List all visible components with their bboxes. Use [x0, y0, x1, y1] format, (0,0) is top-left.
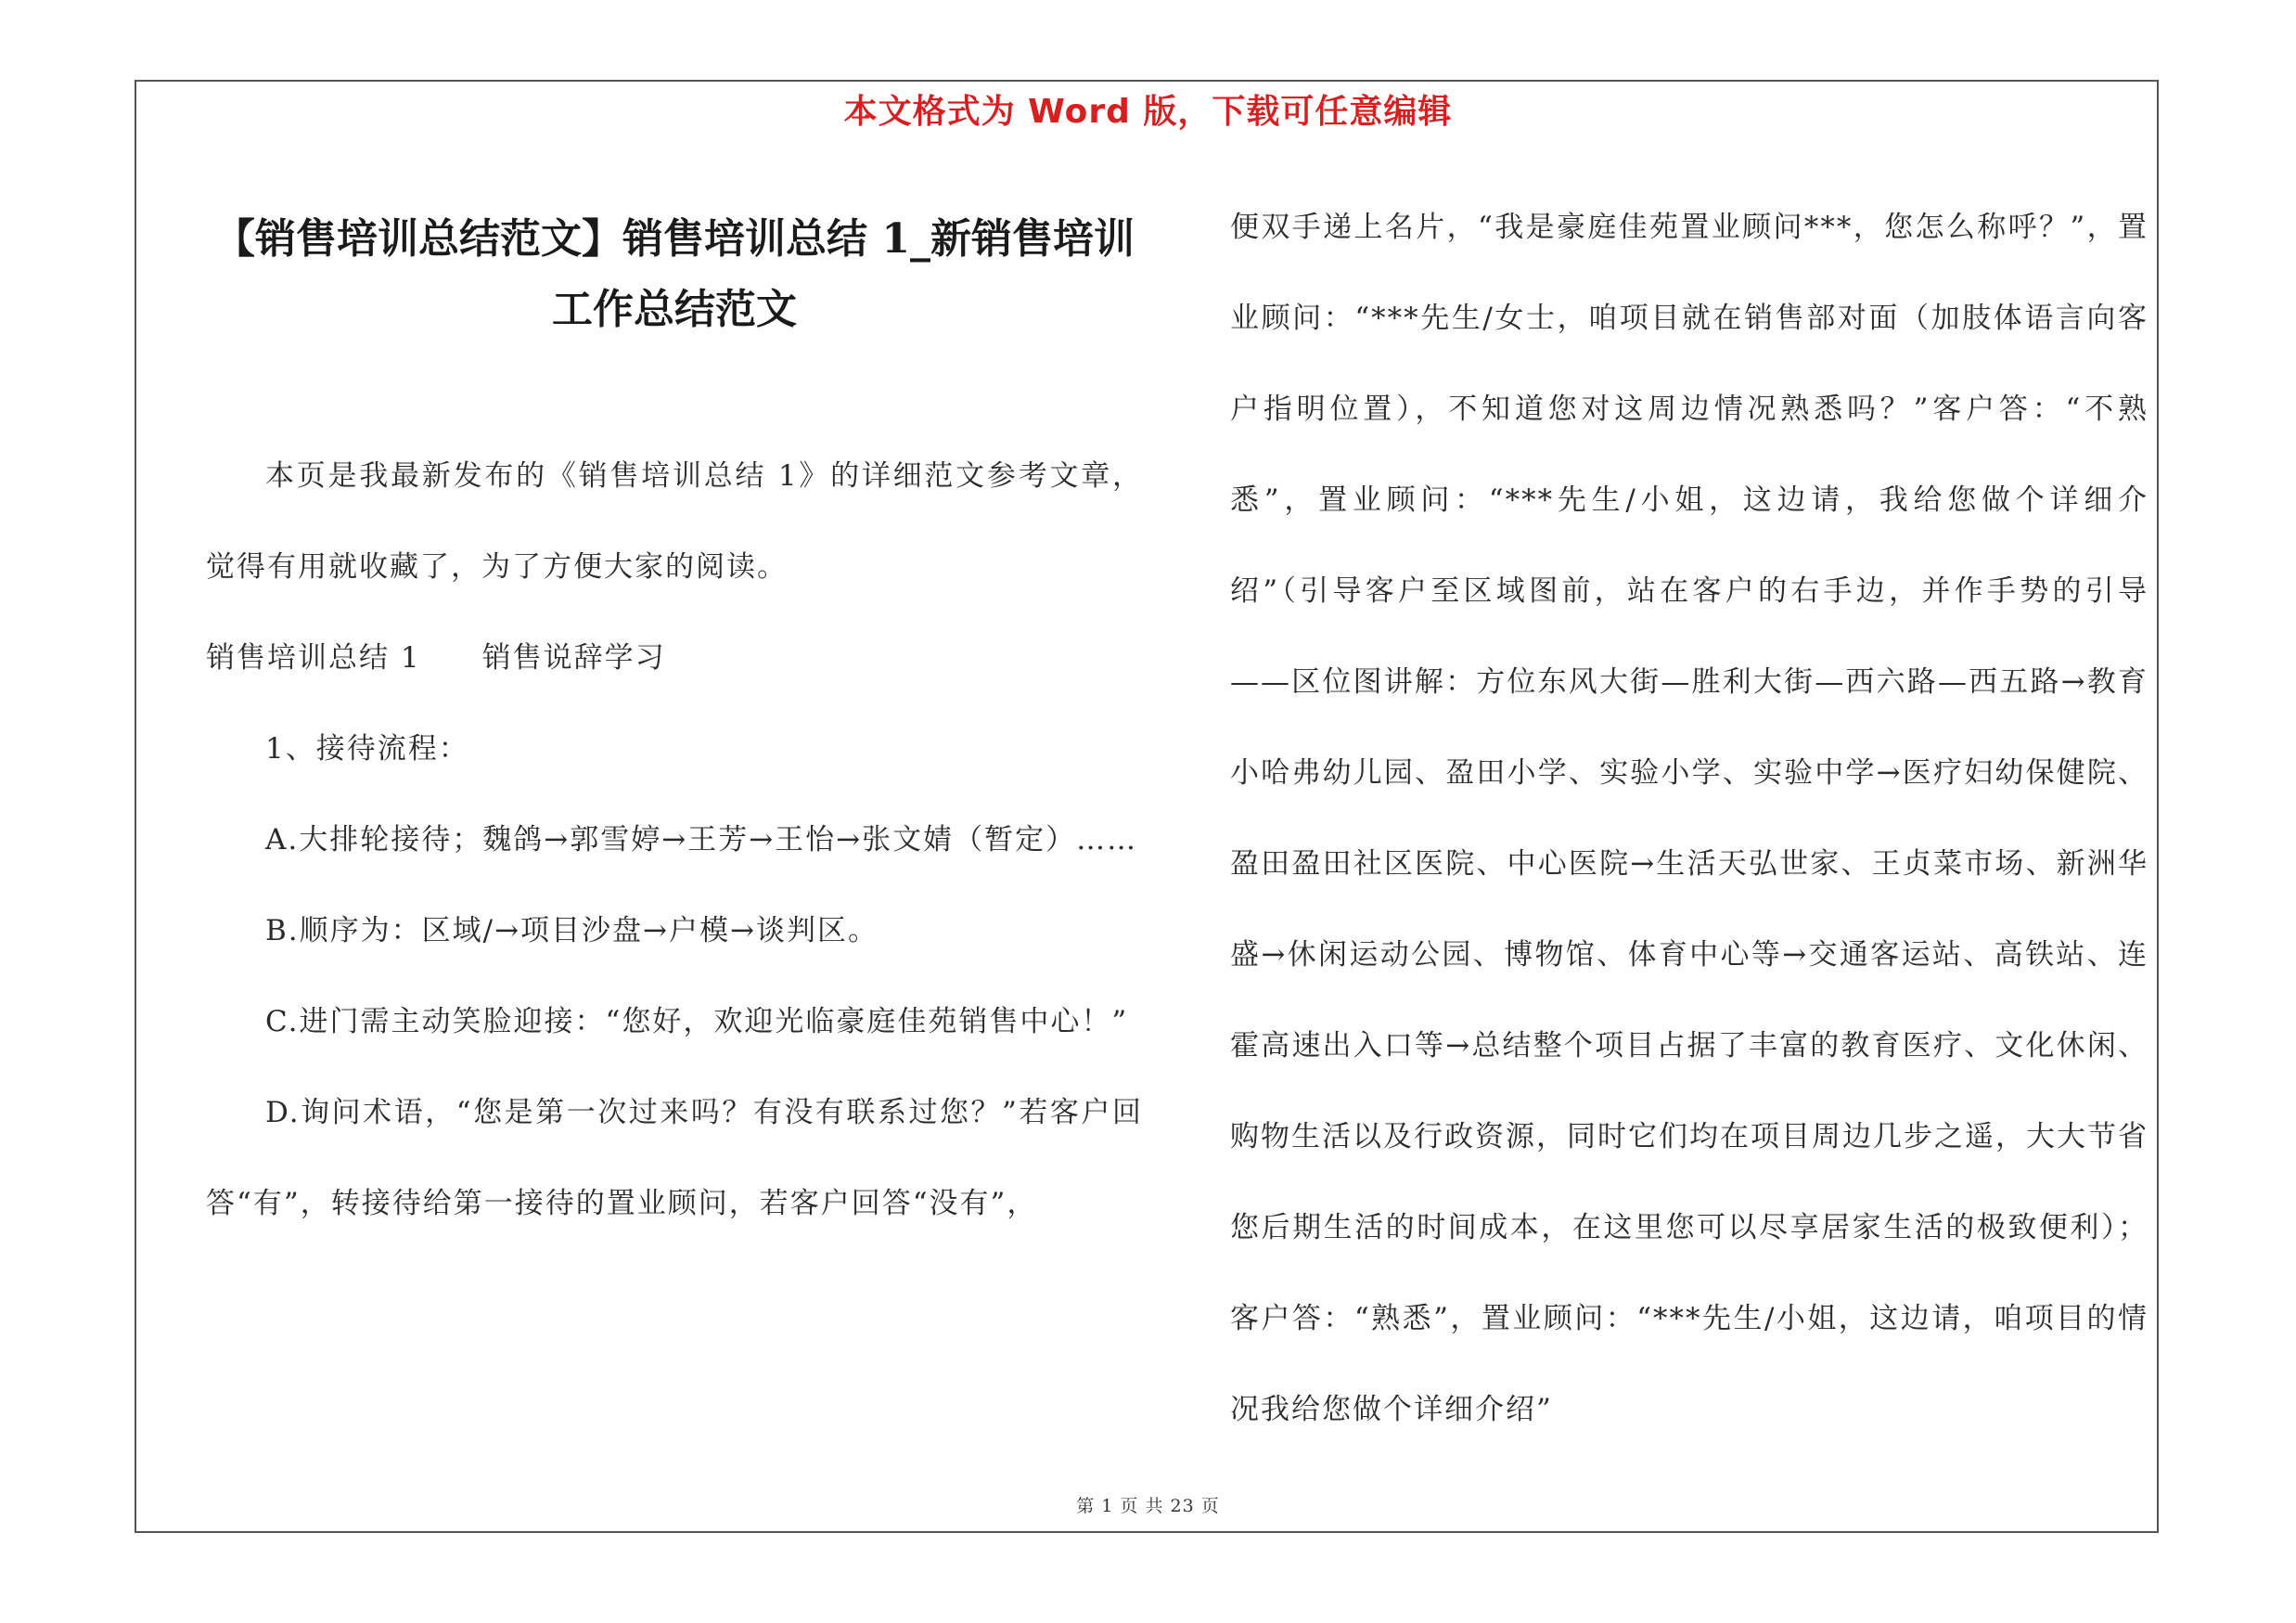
right-column	[1230, 182, 2148, 1455]
intro-paragraph: 本页是我最新发布的《销售培训总结 1》的详细范文参考文章，觉得有用就收藏了，为了方便大家的阅读。	[206, 459, 1143, 584]
page-number-footer: 第 1 页 共 23 页	[1076, 1496, 1220, 1516]
item-b: B.顺序为：区域/→项目沙盘→户模→谈判区。	[265, 914, 879, 947]
format-banner: 本文格式为 Word 版，下载可任意编辑	[843, 93, 1453, 131]
item-a: A.大排轮接待；魏鸽→郭雪婷→王芳→王怡→张文婧（暂定）……	[265, 823, 1138, 857]
item-c: C.进门需主动笑脸迎接：“您好，欢迎光临豪庭佳苑销售中心！”	[265, 1005, 1129, 1038]
right-column-text: 便双手递上名片，“我是豪庭佳苑置业顾问***，您怎么称呼？”，置业顾问：“***先生/女士，咱项目就在销售部对面（加肢体语言向客户指明位置），不知道您对这周边情况熟悉吗？”客户答：“不熟悉”，置业顾问：“***先生/小姐，这边请，我给您做个详细介绍”（引导客户至区域图前，站在客户的右手边，并作手势的引导——区位图讲解：方位东风大街—胜利大街—西六路—西五路→教育小哈弗幼儿园、盈田小学、实验小学、实验中学→医疗妇幼保健院、盈田盈田社区医院、中心医院→生活天弘世家、王贞菜市场、新洲华盛→休闲运动公园、博物馆、体育中心等→交通客运站、高铁站、连霍高速出入口等→总结整个项目占据了丰富的教育医疗、文化休闲、购物生活以及行政资源，同时它们均在项目周边几步之遥，大大节省您后期生活的时间成本，在这里您可以尽享居家生活的极致便利）；客户答：“熟悉”，置业顾问：“***先生/小姐，这边请，咱项目的情况我给您做个详细介绍”	[1230, 211, 2148, 1426]
left-paragraphs	[206, 431, 1143, 1249]
item-d: D.询问术语，“您是第一次过来吗？有没有联系过您？”若客户回答“有”，转接待给第一接待的置业顾问，若客户回答“没有”，	[206, 1096, 1143, 1220]
left-column	[206, 204, 1143, 1249]
item-1: 1、接待流程：	[265, 732, 469, 766]
section-heading: 销售培训总结 1 销售说辞学习	[206, 641, 666, 675]
document-title: 【销售培训总结范文】销售培训总结 1_新销售培训工作总结范文	[214, 215, 1135, 333]
